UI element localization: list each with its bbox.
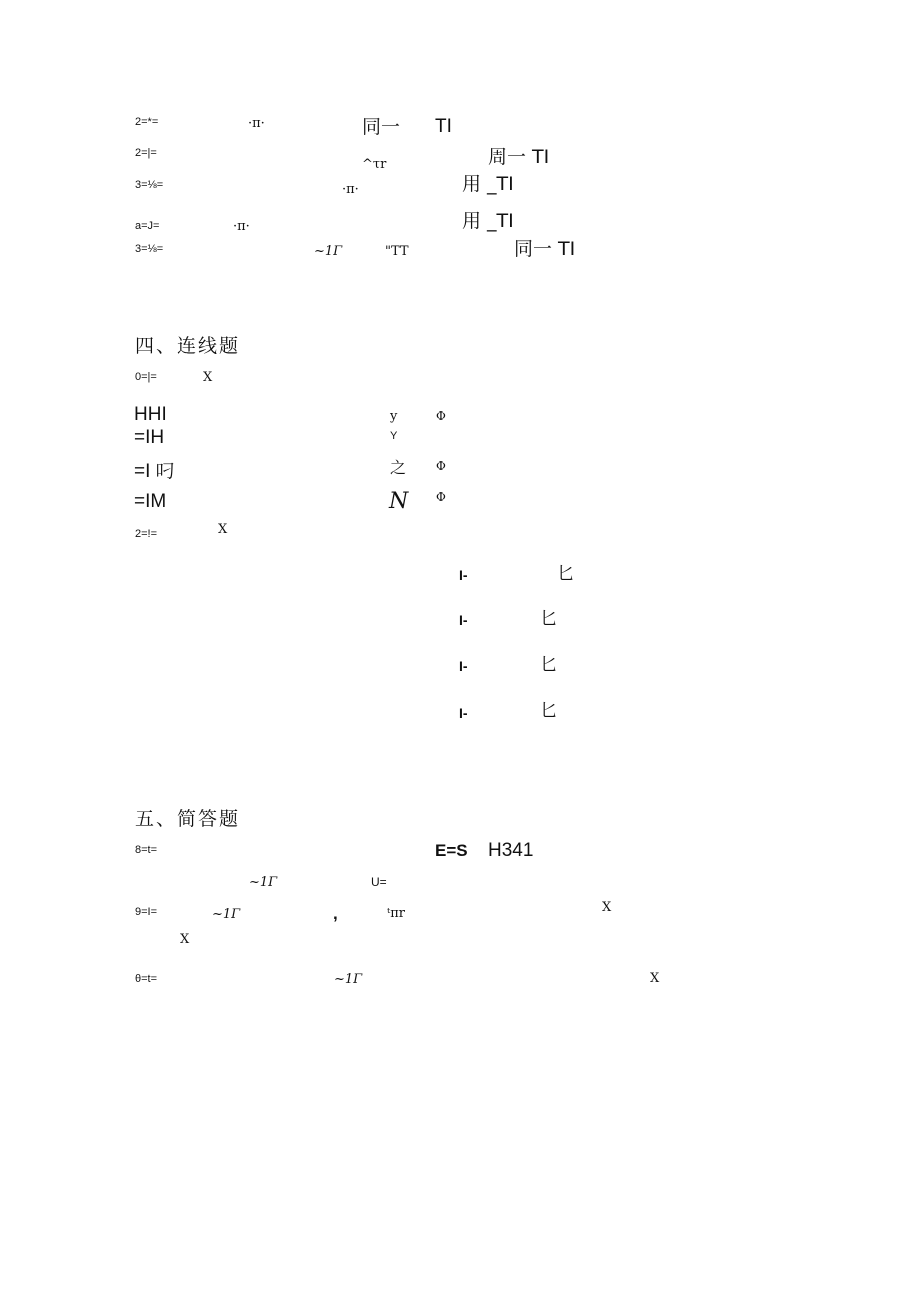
match-left-3: =I 叼 [134, 461, 175, 482]
row1-fragment-c: TI [435, 116, 452, 137]
row1-label: 2=*= [135, 116, 159, 128]
match-right-zhi: 之 [390, 458, 407, 477]
row5-label: 3=⅛= [135, 243, 164, 255]
match-glyph-2: 匕 [540, 609, 557, 629]
row2-label: 2=|= [135, 147, 157, 159]
match-left-4: =IM [134, 491, 167, 512]
section4-q2-x: X [218, 522, 228, 537]
section5-q8-fragment-a: ~1Γ [249, 875, 278, 890]
match-mark-2: I- [459, 612, 468, 628]
row2-fragment-a: ^τr [362, 157, 387, 172]
section5-q10-fragment-a: ~1Γ [334, 972, 363, 987]
section5-heading: 五、简答题 [135, 808, 241, 830]
section5-q9-x2: X [180, 932, 190, 947]
row1-fragment-b: 同一 [362, 116, 401, 138]
row4-fragment-a: ·π· [233, 219, 250, 234]
match-glyph-4: 匕 [540, 701, 557, 721]
row3-label: 3=⅛= [135, 179, 164, 191]
section5-q10-label: θ=t= [135, 973, 158, 985]
row4-fragment-b: 用 _TI [462, 210, 514, 232]
section5-q8-title-b: H341 [488, 840, 534, 861]
section5-q9-fragment-b: ᵗπr [387, 906, 405, 921]
match-left-2: =IH [134, 427, 165, 448]
section5-q8-label: 8=t= [135, 844, 158, 856]
section5-q9-x1: X [602, 900, 612, 915]
row3-fragment-a: ·π· [342, 182, 359, 197]
match-mark-3: I- [459, 658, 468, 674]
row5-fragment-a: ~1Γ [314, 244, 343, 259]
section5-q8-title-a: E=S [435, 841, 468, 860]
row5-fragment-c: 同一 TI [514, 238, 576, 260]
match-phi-1: Φ [436, 409, 446, 423]
section4-q0-x: X [203, 370, 213, 385]
section4-q2-label: 2=!= [135, 528, 158, 540]
match-phi-3: Φ [436, 490, 446, 504]
match-mark-4: I- [459, 705, 468, 721]
row5-fragment-b: "TT [385, 244, 409, 259]
match-right-n: N [389, 489, 409, 514]
match-glyph-1: 匕 [557, 564, 574, 584]
row1-fragment-a: ·π· [248, 116, 265, 131]
section5-q9-fragment-a: ~1Γ [212, 907, 241, 922]
match-left-1: HHI [134, 404, 167, 425]
row2-fragment-b: 周一 TI [488, 146, 550, 168]
section5-q9-label: 9=I= [135, 906, 158, 918]
match-right-gamma: Y [390, 430, 398, 442]
section5-q8-fragment-b: U= [371, 875, 387, 889]
section4-q0-label: 0=|= [135, 371, 157, 383]
match-glyph-3: 匕 [540, 655, 557, 675]
section5-q10-x: X [650, 971, 660, 986]
match-phi-2: Φ [436, 459, 446, 473]
row3-fragment-b: 用 _TI [462, 173, 514, 195]
row4-label: a=J= [135, 220, 160, 232]
match-mark-1: I- [459, 567, 468, 583]
section4-heading: 四、连线题 [135, 335, 241, 357]
match-right-y: y [390, 409, 398, 424]
section5-q9-comma: , [333, 904, 338, 923]
